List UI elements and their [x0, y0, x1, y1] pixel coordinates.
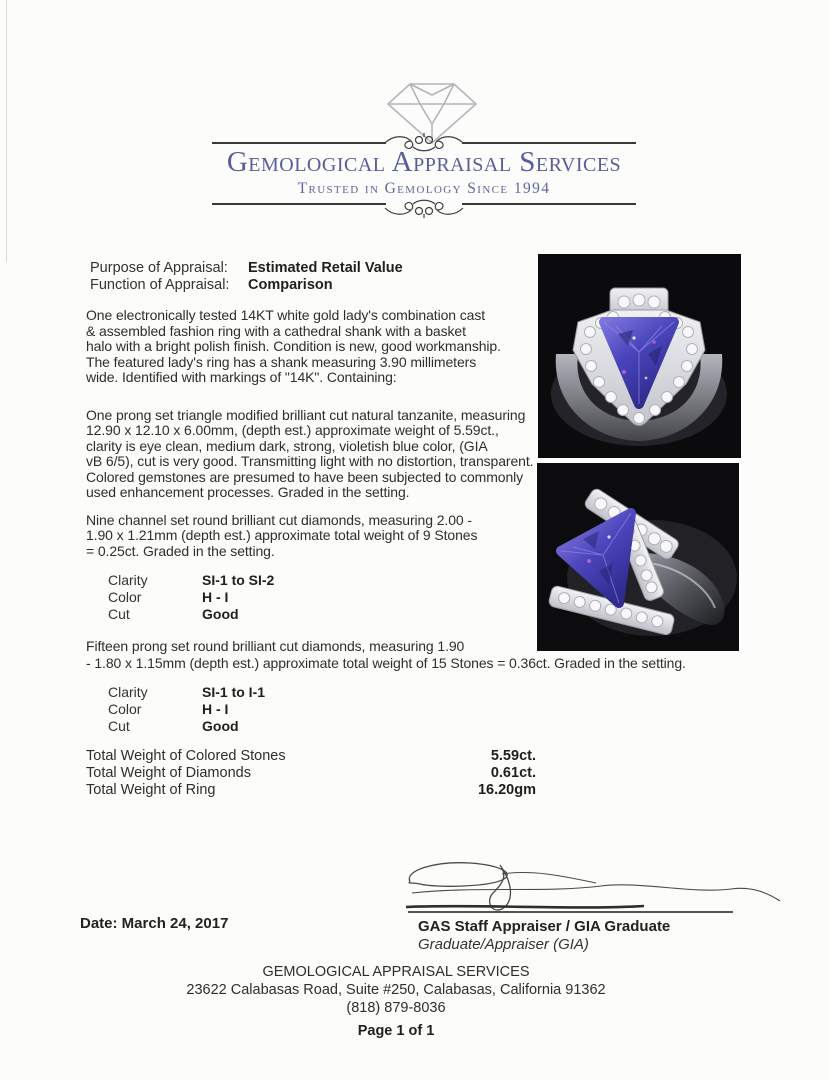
function-label: Function of Appraisal:	[90, 277, 230, 293]
grading-value: SI-1 to I-1	[202, 684, 266, 700]
tanzanite-description-paragraph: One prong set triangle modified brilliant cut natural tanzanite, measuring 12.90 x 12.10 x 6.00mm, (depth est.) approximate weight of 5.59ct., clarity is eye clean, medium dark, strong, violetish blue color, (GIA vB 6/5), cut is very good. Transmitting light with no distortion, transparent. Colored gemstones are presumed to have been subjected to commonly used enhancement processes. Graded in the setting.	[86, 406, 534, 500]
nine-diamonds-paragraph: Nine channel set round brilliant cut diamonds, measuring 2.00 - 1.90 x 1.21mm (depth est.) approximate total weight of 9 Stones = 0.25ct. Graded in the setting.	[86, 511, 478, 559]
signer-block	[418, 918, 670, 954]
total-label: Total Weight of Colored Stones	[86, 748, 286, 764]
grading-row	[108, 701, 788, 718]
weight-totals	[86, 748, 536, 799]
function-value: Comparison	[248, 277, 333, 293]
grading-label: Cut	[108, 606, 130, 622]
footer	[0, 963, 792, 1040]
purpose-label: Purpose of Appraisal:	[90, 260, 228, 276]
grading-value: Good	[202, 718, 239, 734]
grading-row	[108, 718, 788, 735]
ring-description-paragraph: One electronically tested 14KT white gold lady's combination cast & assembled fashion ring with a cathedral shank with a basket halo with a bright polish finish. Condition is new, good workmanship. The featured lady's ring has a shank measuring 3.90 millimeters wide. Identified with markings of "14K". Containing:	[86, 307, 501, 385]
header-rule-top-right	[462, 142, 636, 144]
total-label: Total Weight of Diamonds	[86, 765, 251, 781]
header-rule-bottom-left	[212, 203, 386, 205]
header-rule-bottom-right	[462, 203, 636, 205]
total-value: 0.61ct.	[490, 765, 536, 781]
fifteen-diamonds-paragraph: Fifteen prong set round brilliant cut diamonds, measuring 1.90 - 1.80 x 1.15mm (depth est.) approximate total weight of 15 Stones = 0.36ct. Graded in the setting.	[86, 638, 686, 671]
signature-heavy-stroke	[406, 906, 644, 907]
signature-scrawl	[396, 852, 786, 916]
scan-edge-artifact	[6, 0, 7, 262]
header-rule-top-left	[212, 142, 386, 144]
signer-title: GAS Staff Appraiser / GIA Graduate	[418, 918, 671, 935]
ring-photo-side-view	[537, 463, 739, 651]
purpose-value: Estimated Retail Value	[248, 260, 403, 276]
total-row	[86, 782, 536, 799]
footer-address: 23622 Calabasas Road, Suite #250, Calabasas, California 91362	[186, 982, 606, 998]
diamond-grading-table-2	[108, 684, 788, 735]
ring-photo-top-view	[538, 254, 741, 458]
total-label: Total Weight of Ring	[86, 782, 216, 798]
grading-row	[108, 684, 788, 701]
total-value: 16.20gm	[477, 782, 536, 798]
total-row	[86, 748, 536, 765]
page-number: Page 1 of 1	[357, 1023, 435, 1039]
footer-phone: (818) 879-8036	[346, 1000, 446, 1016]
grading-label: Color	[108, 589, 142, 605]
total-value: 5.59ct.	[490, 748, 536, 764]
grading-value: Good	[202, 606, 239, 622]
footer-company: GEMOLOGICAL APPRAISAL SERVICES	[262, 964, 530, 980]
flourish-icon	[383, 196, 465, 220]
grading-label: Cut	[108, 718, 130, 734]
grading-label: Clarity	[108, 684, 148, 700]
brand-title: Gemological Appraisal Services	[226, 146, 622, 178]
grading-value: H - I	[202, 589, 229, 605]
grading-value: H - I	[202, 701, 229, 717]
total-row	[86, 765, 536, 782]
grading-value: SI-1 to SI-2	[202, 572, 275, 588]
brand-tagline: Trusted in Gemology Since 1994	[297, 180, 551, 197]
grading-label: Color	[108, 701, 142, 717]
grading-label: Clarity	[108, 572, 148, 588]
signer-subtitle: Graduate/Appraiser (GIA)	[418, 936, 589, 953]
appraisal-date: Date: March 24, 2017	[80, 915, 229, 932]
